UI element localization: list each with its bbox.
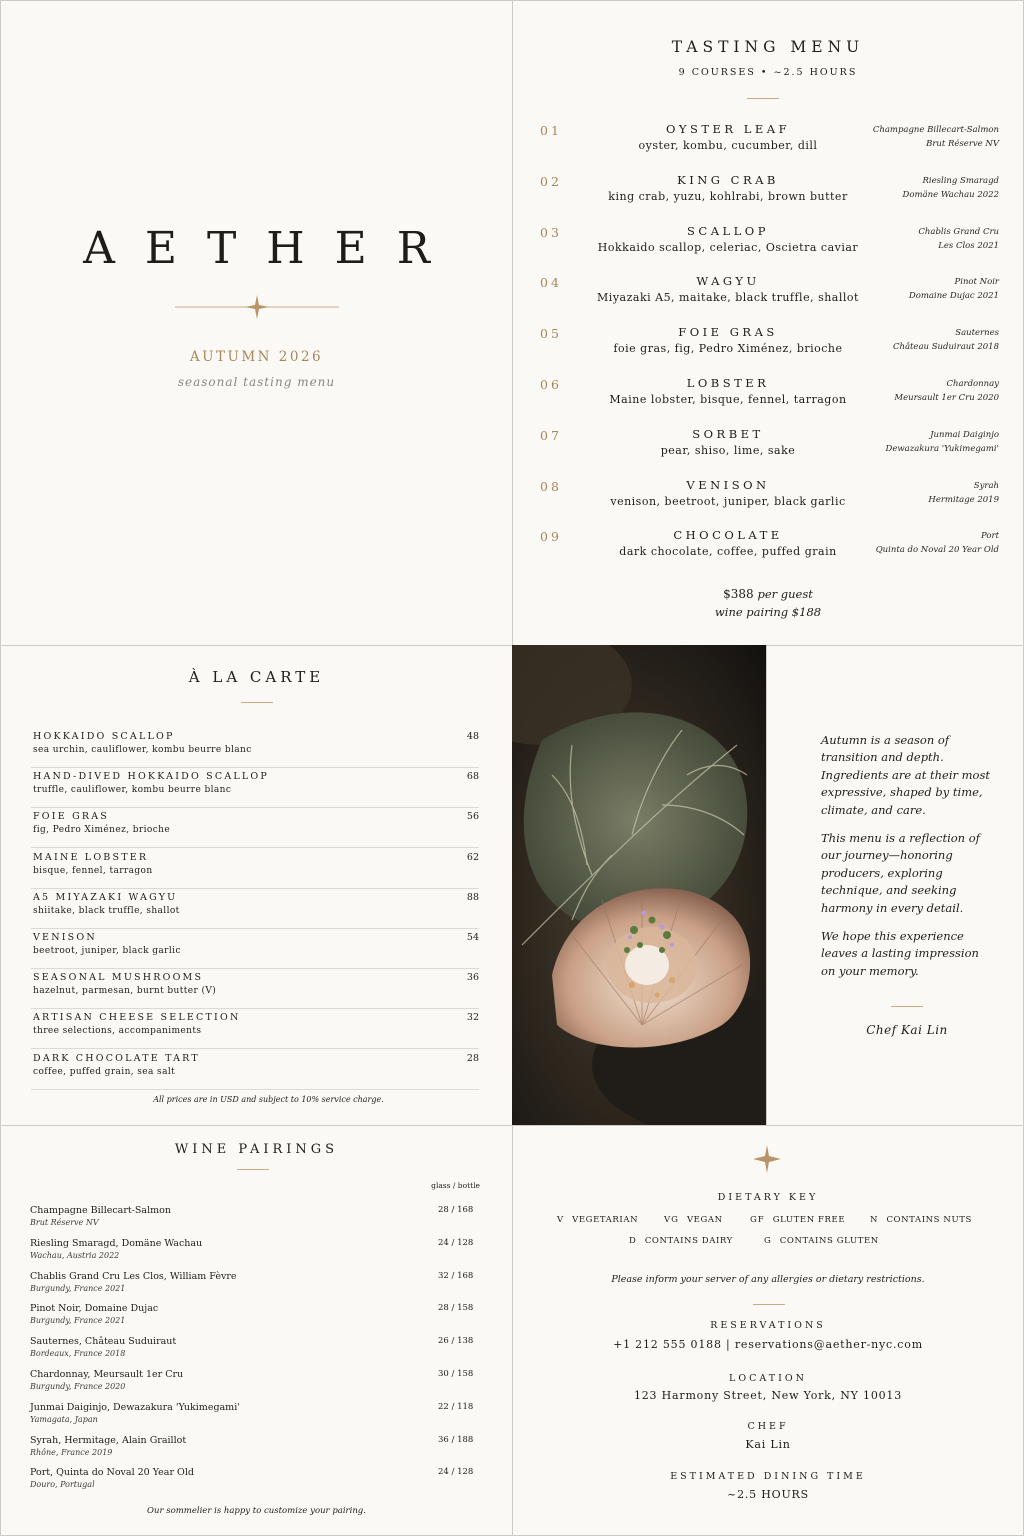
tasting-menu-panel	[512, 0, 1024, 646]
wine-row	[30, 1402, 478, 1432]
course-wine-detail: Les Clos 2021	[938, 240, 999, 251]
course-row	[513, 172, 1024, 216]
wine-price: 36 / 188	[438, 1434, 474, 1445]
price-note: All prices are in USD and subject to 10% service charge.	[153, 1095, 384, 1104]
course-wine-detail: Hermitage 2019	[928, 494, 999, 505]
dining-time-value: ~2.5 HOURS	[727, 1488, 809, 1501]
course-row	[513, 426, 1024, 470]
wine-row	[30, 1336, 478, 1366]
dish-price: 54	[466, 932, 479, 943]
course-wine: Chablis Grand Cru	[918, 226, 999, 237]
dietary-heading: DIETARY KEY	[717, 1192, 819, 1203]
star-icon	[752, 1144, 782, 1174]
dish-price: 48	[466, 731, 479, 742]
course-number: 05	[540, 326, 562, 342]
wine-row	[30, 1205, 478, 1235]
wine-row	[30, 1369, 478, 1399]
wine-region: Douro, Portugal	[30, 1480, 95, 1490]
dish-description: hazelnut, parmesan, burnt butter (V)	[33, 986, 217, 997]
course-row	[513, 324, 1024, 368]
key-code: N	[870, 1215, 879, 1225]
wine-region: Wachau, Austria 2022	[30, 1250, 120, 1260]
wine-row	[30, 1435, 478, 1465]
dish-description: fig, Pedro Ximénez, brioche	[33, 825, 171, 836]
wine-name: Pinot Noir, Domaine Dujac	[30, 1303, 159, 1315]
course-number: 04	[540, 275, 562, 291]
course-wine-detail: Brut Réserve NV	[926, 139, 999, 149]
course-wine: Syrah	[973, 480, 999, 491]
course-description: Miyazaki A5, maitake, black truffle, shallot	[597, 291, 859, 305]
course-row	[513, 477, 1024, 521]
dish-name: MAINE LOBSTER	[33, 851, 149, 863]
wine-price: 30 / 158	[438, 1369, 474, 1379]
wine-heading: WINE PAIRINGS	[174, 1142, 339, 1157]
wine-name: Syrah, Hermitage, Alain Graillot	[30, 1434, 187, 1446]
allergy-note: Please inform your server of any allergies or dietary restrictions.	[611, 1274, 925, 1285]
cover-subtitle: seasonal tasting menu	[177, 375, 336, 389]
location-value: 123 Harmony Street, New York, NY 10013	[633, 1389, 903, 1402]
course-name: WAGYU	[696, 274, 760, 289]
tasting-meta: 9 COURSES • ~2.5 HOURS	[678, 67, 858, 78]
price-value: $388	[723, 587, 754, 601]
note-paragraph: This menu is a reflection of our journey—honoring producers, exploring technique, and seeking harmony in every detail.	[821, 831, 980, 915]
dish-price: 36	[466, 972, 479, 984]
chef-label: CHEF	[747, 1421, 789, 1432]
course-row	[513, 527, 1024, 571]
carte-heading: À LA CARTE	[188, 668, 325, 686]
course-description: foie gras, fig, Pedro Ximénez, brioche	[613, 342, 843, 356]
course-number: 02	[540, 173, 562, 189]
dish-name: VENISON	[33, 932, 97, 943]
course-row	[513, 223, 1024, 267]
course-wine: Sauternes	[955, 328, 999, 339]
dish-row	[31, 889, 479, 929]
dish-description: shiitake, black truffle, shallot	[33, 905, 180, 916]
key-code: VG	[664, 1215, 679, 1225]
wine-name: Sauternes, Château Suduiraut	[30, 1336, 177, 1348]
course-name: FOIE GRAS	[678, 325, 778, 340]
cover-panel	[0, 0, 513, 646]
wine-name: Champagne Billecart-Salmon	[30, 1205, 171, 1216]
course-name: LOBSTER	[686, 376, 770, 390]
course-description: Hokkaido scallop, celeriac, Oscietra caviar	[597, 240, 859, 254]
key-code: D	[629, 1236, 637, 1246]
course-wine-detail: Domäne Wachau 2022	[902, 189, 999, 200]
divider	[237, 1169, 269, 1170]
course-description: oyster, kombu, cucumber, dill	[638, 139, 818, 152]
dining-time-label: ESTIMATED DINING TIME	[670, 1471, 866, 1482]
dish-row	[31, 808, 479, 848]
chef-value: Kai Lin	[745, 1438, 791, 1451]
course-number: 08	[540, 478, 562, 494]
dish-name: HOKKAIDO SCALLOP	[33, 731, 175, 742]
price-suffix: per guest	[757, 587, 813, 601]
a-la-carte-panel	[0, 645, 513, 1126]
wine-price: 24 / 128	[438, 1237, 474, 1248]
wine-pairings-panel	[0, 1125, 513, 1536]
course-number: 01	[540, 123, 562, 138]
divider	[747, 98, 779, 99]
scallop-dish-image	[512, 645, 767, 1126]
course-wine: Junmai Daiginjo	[930, 429, 999, 440]
chef-note-panel	[766, 645, 1024, 1126]
reservations-value: +1 212 555 0188 | reservations@aether-nyc.com	[613, 1338, 923, 1351]
divider	[241, 702, 273, 703]
course-description: pear, shiso, lime, sake	[660, 443, 796, 457]
wine-region: Burgundy, France 2021	[30, 1283, 126, 1293]
dish-row	[31, 728, 479, 768]
course-number: 03	[540, 224, 562, 240]
wine-region: Bordeaux, France 2018	[30, 1349, 126, 1359]
divider	[891, 1006, 923, 1007]
wine-price: 24 / 128	[438, 1467, 474, 1478]
dish-row	[31, 768, 479, 808]
dietary-key-item	[664, 1215, 723, 1225]
key-label: CONTAINS GLUTEN	[779, 1236, 879, 1246]
course-name: OYSTER LEAF	[665, 122, 791, 136]
course-name: CHOCOLATE	[673, 528, 783, 543]
key-code: G	[764, 1236, 772, 1246]
wine-price: 28 / 168	[438, 1205, 474, 1215]
dietary-key-item	[764, 1236, 879, 1246]
column-header: glass / bottle	[431, 1181, 480, 1190]
wine-region: Rhône, France 2019	[30, 1447, 113, 1457]
course-description: dark chocolate, coffee, puffed grain	[619, 545, 837, 559]
note-paragraph: We hope this experience leaves a lasting impression on your memory.	[821, 929, 979, 978]
dietary-key-item	[629, 1236, 733, 1246]
note-paragraph: Autumn is a season of transition and depth. Ingredients are at their most expressive, shaped by time, climate, and care.	[821, 733, 991, 817]
pairing-price: wine pairing $188	[714, 605, 822, 619]
dish-row	[31, 929, 479, 969]
course-wine-detail: Dewazakura 'Yukimegami'	[885, 443, 999, 454]
course-name: VENISON	[686, 477, 770, 492]
course-wine-detail: Château Suduiraut 2018	[892, 342, 999, 353]
course-name: SCALLOP	[687, 223, 769, 238]
wine-price: 22 / 118	[438, 1401, 474, 1412]
dish-name: SEASONAL MUSHROOMS	[33, 972, 204, 984]
dish-name: DARK CHOCOLATE TART	[33, 1052, 200, 1064]
divider	[753, 1304, 785, 1305]
course-number: 09	[540, 529, 562, 545]
wine-row	[30, 1271, 478, 1301]
season-label: AUTUMN 2026	[189, 349, 324, 365]
course-wine: Champagne Billecart-Salmon	[872, 125, 999, 135]
dish-description: beetroot, juniper, black garlic	[33, 946, 181, 956]
key-label: CONTAINS DAIRY	[644, 1236, 733, 1246]
dietary-key-item	[557, 1215, 638, 1225]
course-wine-detail: Meursault 1er Cru 2020	[894, 393, 999, 403]
dish-name: FOIE GRAS	[33, 811, 109, 823]
restaurant-title: AETHER	[83, 223, 460, 274]
dish-description: sea urchin, cauliflower, kombu beurre blanc	[33, 745, 252, 755]
wine-price: 28 / 158	[438, 1303, 474, 1314]
dish-price: 56	[466, 811, 479, 823]
star-divider-icon	[175, 293, 339, 321]
course-wine: Port	[981, 531, 999, 542]
key-label: CONTAINS NUTS	[886, 1215, 972, 1225]
dish-description: truffle, cauliflower, kombu beurre blanc	[33, 785, 232, 796]
course-wine-detail: Quinta do Noval 20 Year Old	[875, 545, 999, 556]
course-row	[513, 375, 1024, 419]
course-wine: Pinot Noir	[954, 277, 999, 288]
course-description: venison, beetroot, juniper, black garlic	[610, 494, 846, 508]
chef-signature: Chef Kai Lin	[866, 1023, 948, 1037]
dish-description: three selections, accompaniments	[33, 1026, 202, 1037]
wine-region: Burgundy, France 2021	[30, 1316, 126, 1326]
dish-row	[31, 969, 479, 1009]
price-line	[513, 587, 1023, 601]
course-number: 06	[540, 377, 562, 392]
reservations-label: RESERVATIONS	[710, 1320, 826, 1331]
wine-region: Brut Réserve NV	[30, 1218, 99, 1227]
wine-region: Burgundy, France 2020	[30, 1382, 126, 1391]
wine-price: 26 / 138	[438, 1336, 474, 1347]
tasting-heading: TASTING MENU	[671, 38, 865, 56]
key-code: V	[557, 1215, 565, 1225]
key-label: GLUTEN FREE	[772, 1215, 846, 1225]
dish-row	[31, 849, 479, 889]
dish-row	[31, 1009, 479, 1049]
key-label: VEGAN	[686, 1215, 723, 1225]
key-label: VEGETARIAN	[572, 1215, 639, 1225]
wine-name: Junmai Daiginjo, Dewazakura 'Yukimegami'	[30, 1401, 240, 1413]
dish-name: ARTISAN CHEESE SELECTION	[33, 1012, 241, 1024]
dish-photo	[512, 645, 767, 1126]
course-number: 07	[540, 427, 562, 443]
dish-price: 28	[466, 1052, 479, 1064]
dish-description: bisque, fennel, tarragon	[33, 865, 153, 876]
dish-price: 88	[466, 891, 479, 903]
dish-row	[31, 1050, 479, 1090]
course-row	[513, 121, 1024, 165]
info-panel	[512, 1125, 1024, 1536]
wine-row	[30, 1467, 478, 1497]
wine-name: Chardonnay, Meursault 1er Cru	[30, 1369, 184, 1380]
dish-description: coffee, puffed grain, sea salt	[33, 1066, 176, 1077]
dish-name: HAND-DIVED HOKKAIDO SCALLOP	[33, 771, 270, 783]
course-description: king crab, yuzu, kohlrabi, brown butter	[608, 189, 848, 203]
dish-price: 68	[466, 771, 479, 783]
dish-price: 62	[466, 851, 479, 863]
course-name: KING CRAB	[677, 172, 779, 187]
wine-name: Chablis Grand Cru Les Clos, William Fèvre	[30, 1270, 237, 1282]
course-wine: Riesling Smaragd	[922, 175, 999, 186]
dish-price: 32	[466, 1012, 479, 1024]
course-row	[513, 273, 1024, 317]
wine-price: 32 / 168	[438, 1270, 474, 1281]
wine-row	[30, 1238, 478, 1268]
location-label: LOCATION	[729, 1373, 807, 1384]
wine-region: Yamagata, Japan	[30, 1414, 98, 1424]
dish-name: A5 MIYAZAKI WAGYU	[33, 891, 178, 903]
key-code: GF	[750, 1215, 765, 1225]
course-name: SORBET	[692, 426, 764, 441]
dietary-key-item	[870, 1215, 972, 1225]
wine-row	[30, 1303, 478, 1333]
course-description: Maine lobster, bisque, fennel, tarragon	[609, 393, 847, 406]
dietary-key-item	[750, 1215, 845, 1225]
wine-name: Port, Quinta do Noval 20 Year Old	[30, 1467, 194, 1479]
sommelier-note: Our sommelier is happy to customize your pairing.	[147, 1506, 366, 1516]
course-wine-detail: Domaine Dujac 2021	[908, 291, 999, 302]
course-wine: Chardonnay	[946, 379, 999, 389]
wine-name: Riesling Smaragd, Domäne Wachau	[30, 1237, 203, 1249]
